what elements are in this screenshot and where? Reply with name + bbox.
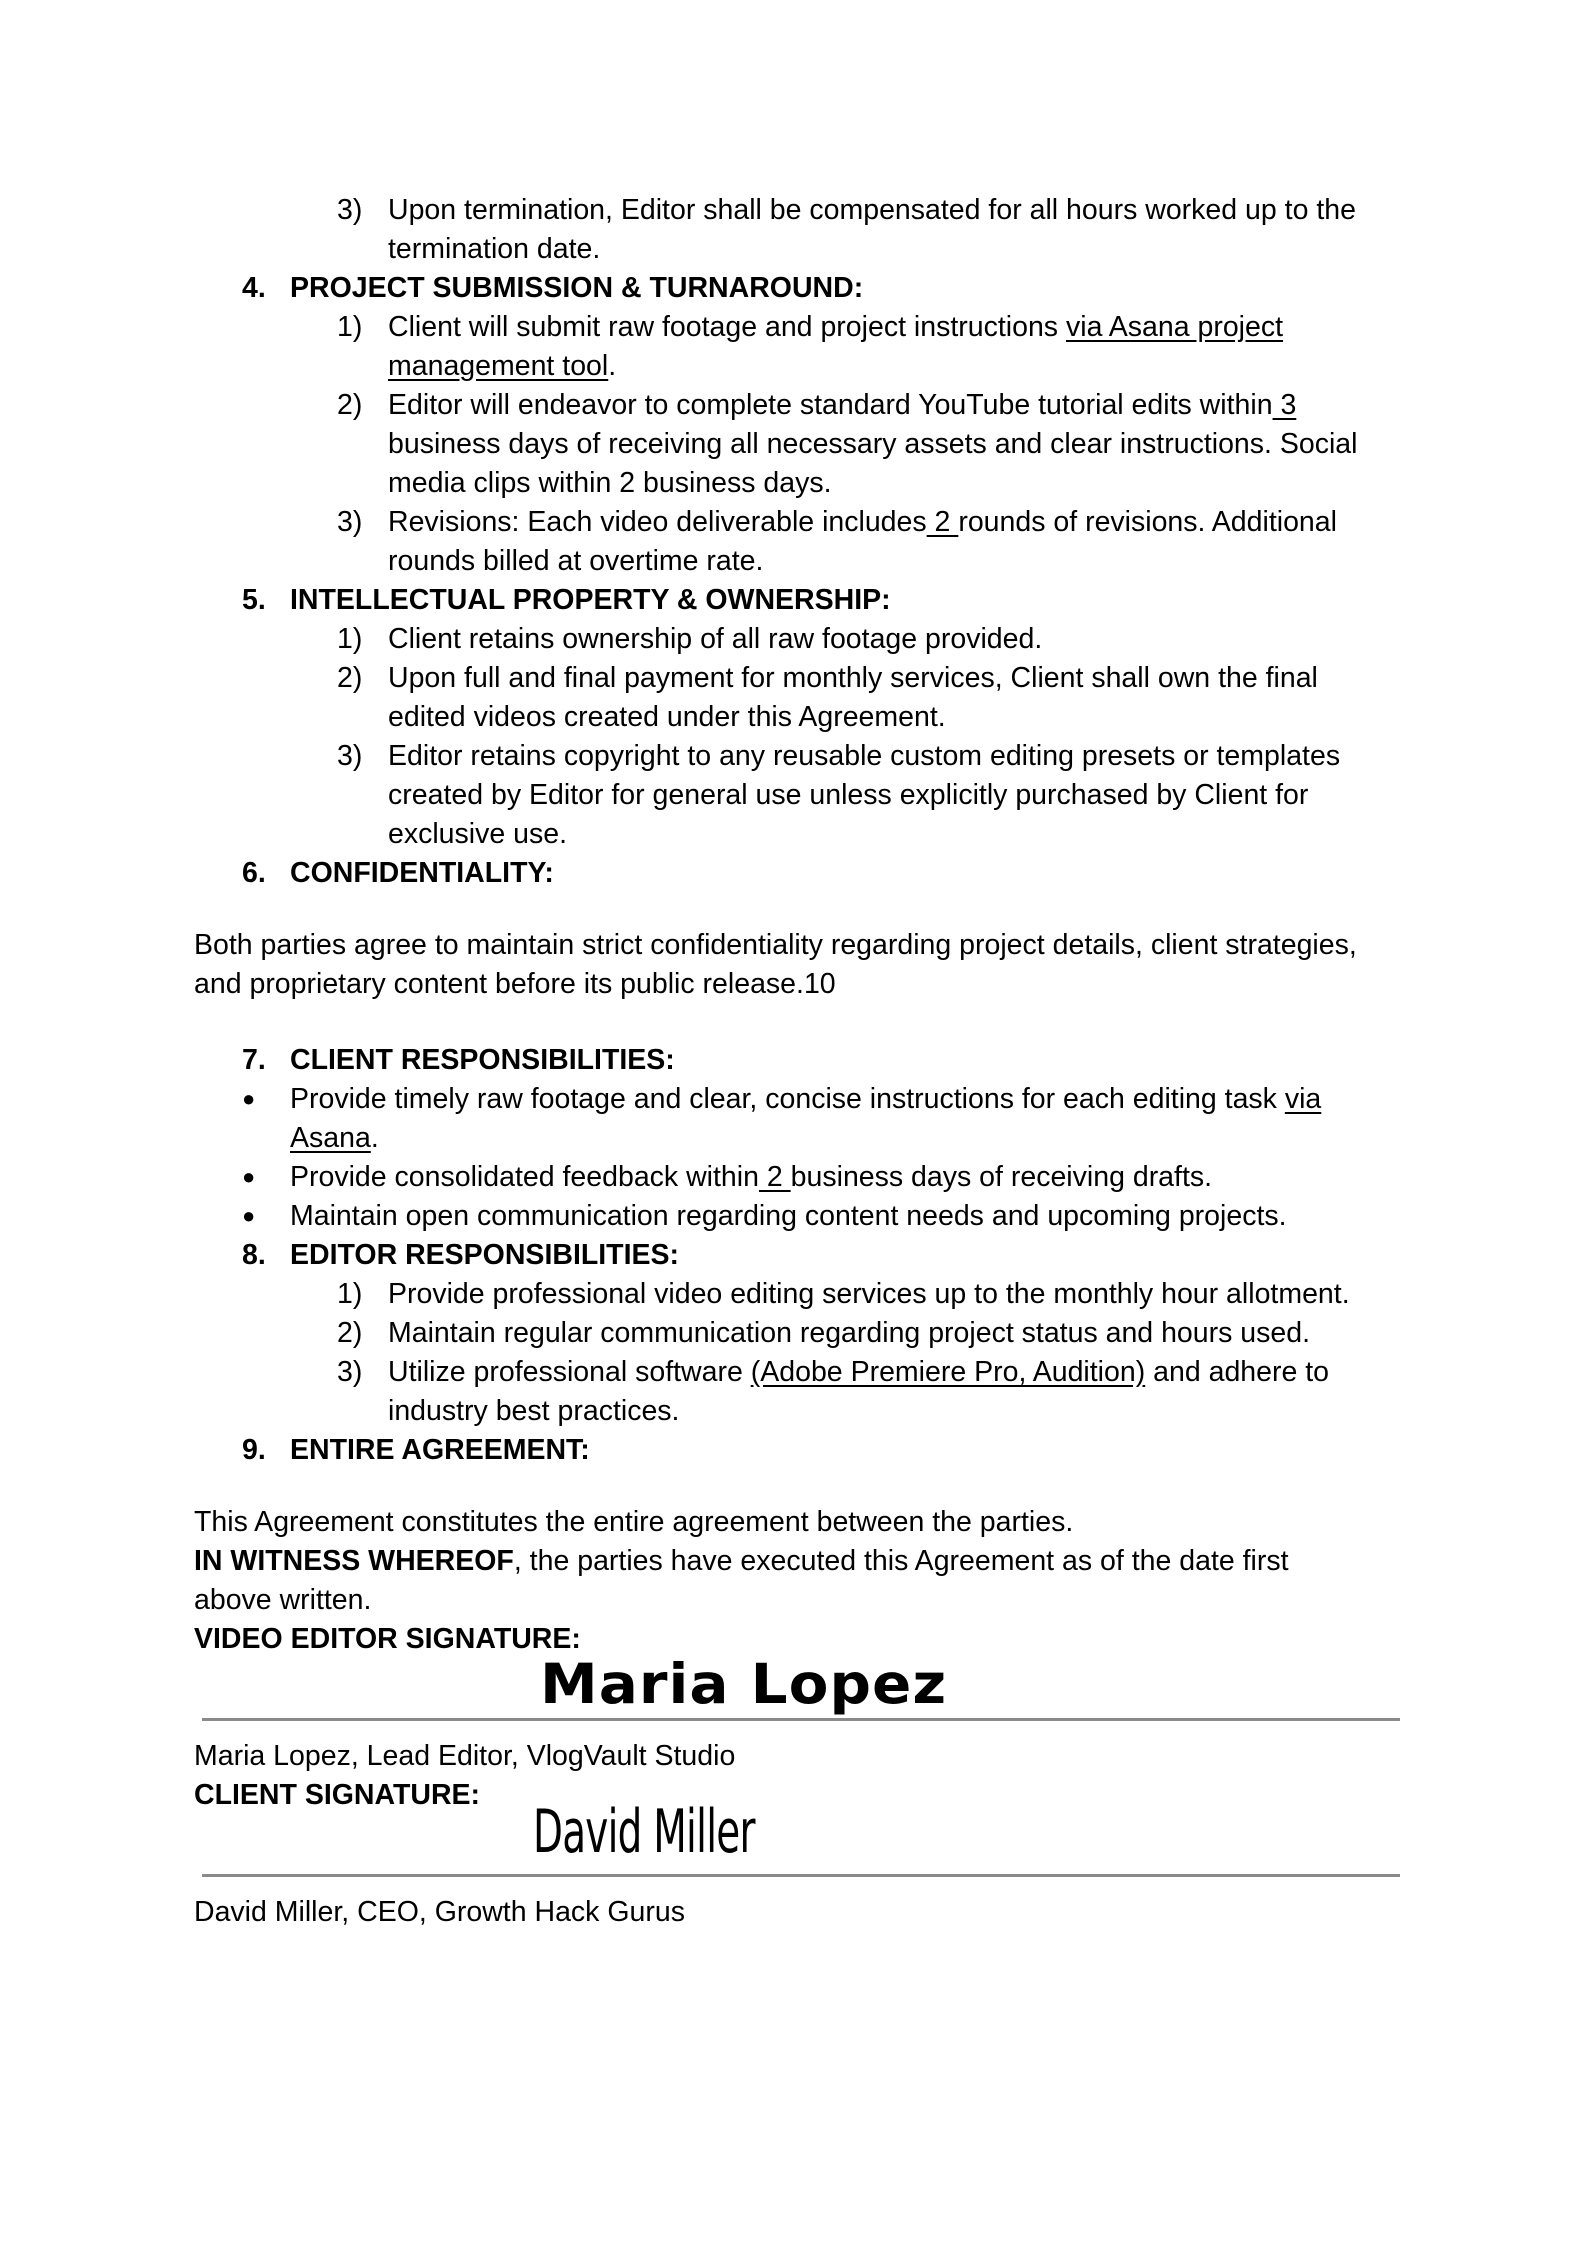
editor-signature: Maria Lopez [540,1651,948,1717]
bullet-icon: ● [242,1203,256,1228]
section-number: 5. [242,584,266,616]
clause-text: business days of receiving all necessary assets and clear instructions. Social [388,428,1358,460]
section-number: 4. [242,272,266,304]
clause-text: exclusive use. [388,818,568,850]
section-number: 7. [242,1044,266,1076]
section-number: 8. [242,1239,266,1271]
bullet-text: Provide timely raw footage and clear, concise instructions for each editing task via [290,1083,1322,1115]
list-number: 1) [337,311,363,343]
bullet-text: Asana. [290,1122,379,1154]
clause-text: Client will submit raw footage and project instructions via Asana project [388,311,1284,343]
section-number: 6. [242,857,266,889]
signature-line [202,1718,1400,1721]
bullet-icon: ● [242,1086,256,1111]
clause-text: rounds billed at overtime rate. [388,545,764,577]
clause-text: Editor will endeavor to complete standard YouTube tutorial edits within 3 [388,389,1297,421]
section-heading: EDITOR RESPONSIBILITIES: [290,1239,680,1271]
clause-text: Utilize professional software (Adobe Premiere Pro, Audition) and adhere to [388,1356,1330,1388]
asana-link[interactable]: Asana [290,1122,371,1154]
bullet-text: Provide consolidated feedback within 2 business days of receiving drafts. [290,1161,1213,1193]
clause-text: Provide professional video editing services up to the monthly hour allotment. [388,1278,1350,1310]
client-name: David Miller, CEO, Growth Hack Gurus [194,1896,685,1928]
section-heading: INTELLECTUAL PROPERTY & OWNERSHIP: [290,584,891,616]
witness-clause: above written. [194,1584,372,1616]
witness-clause: IN WITNESS WHEREOF, the parties have executed this Agreement as of the date first [194,1545,1289,1577]
asana-link[interactable]: management tool [388,350,609,382]
section-heading: CLIENT RESPONSIBILITIES: [290,1044,675,1076]
paragraph: and proprietary content before its public release.10 [194,968,836,1000]
list-number: 2) [337,1317,363,1349]
clause-text: Editor retains copyright to any reusable custom editing presets or templates [388,740,1341,772]
asana-link[interactable]: via [1284,1083,1322,1115]
editor-name: Maria Lopez, Lead Editor, VlogVault Studio [194,1740,736,1772]
clause-text: Upon termination, Editor shall be compensated for all hours worked up to the [388,194,1356,226]
paragraph: This Agreement constitutes the entire agreement between the parties. [194,1506,1074,1538]
bullet-icon: ● [242,1164,256,1189]
list-number: 3) [337,194,363,226]
list-number: 2) [337,662,363,694]
client-signature-label: CLIENT SIGNATURE: [194,1779,481,1811]
list-number: 3) [337,740,363,772]
clause-text: Upon full and final payment for monthly services, Client shall own the final [388,662,1318,694]
asana-link[interactable]: via Asana project [1065,311,1284,343]
clause-text: termination date. [388,233,601,265]
clause-text: edited videos created under this Agreement. [388,701,946,733]
paragraph: Both parties agree to maintain strict confidentiality regarding project details, client strategies, [194,929,1357,961]
clause-text: created by Editor for general use unless explicitly purchased by Client for [388,779,1309,811]
client-signature: David Miller [533,1797,755,1867]
section-heading: ENTIRE AGREEMENT: [290,1434,590,1466]
list-number: 1) [337,1278,363,1310]
clause-text: Maintain regular communication regarding project status and hours used. [388,1317,1311,1349]
list-number: 3) [337,1356,363,1388]
signature-line [202,1874,1400,1877]
section-number: 9. [242,1434,266,1466]
clause-text: Revisions: Each video deliverable includes 2 rounds of revisions. Additional [388,506,1337,538]
list-number: 2) [337,389,363,421]
section-heading: PROJECT SUBMISSION & TURNAROUND: [290,272,864,304]
clause-text: industry best practices. [388,1395,680,1427]
clause-text: management tool. [388,350,617,382]
clause-text: Client retains ownership of all raw footage provided. [388,623,1043,655]
section-heading: CONFIDENTIALITY: [290,857,554,889]
editor-signature-label: VIDEO EDITOR SIGNATURE: [194,1623,581,1655]
clause-text: media clips within 2 business days. [388,467,832,499]
list-number: 1) [337,623,363,655]
bullet-text: Maintain open communication regarding content needs and upcoming projects. [290,1200,1287,1232]
list-number: 3) [337,506,363,538]
